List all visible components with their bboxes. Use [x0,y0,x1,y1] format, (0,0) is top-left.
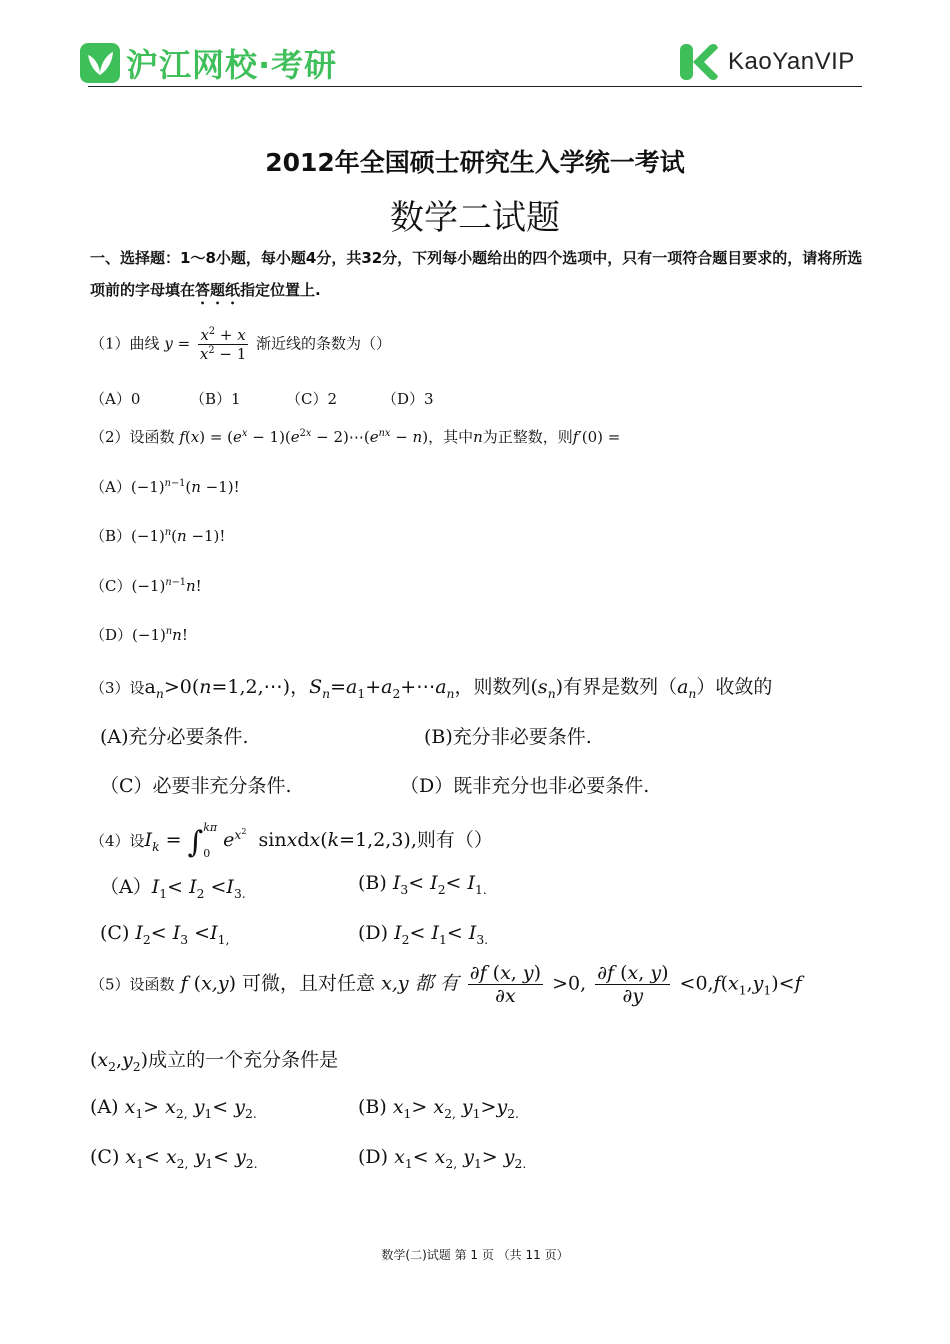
q1-option-a: （A）0 [90,390,141,408]
q2-option-a: $(A)(-1)^{n-1}(n -1)$! [90,478,240,496]
k-mark-icon [678,42,720,82]
question-2: （2）设函数 $f(x) = (e^x - 1)(e^{2x}$ − $2)\cdots(e^{nx} - n)$，其中n为正整数，则f′(0) = [90,428,621,446]
question-3: （3）设$a_n>0(n=1,2,\cdots)$，$S_n=a_1+a_2+\cdots a_n$，则数列$(s_n)$有界是数列$(a_n)$收敛的 [90,676,773,701]
q3-option-b: (B)充分非必要条件. [424,726,592,748]
q2-option-b: $(B)(-1)^n(n -1)$! [90,527,226,545]
q2-option-c: $(C)(-1)^{n-1}n$! [90,577,202,595]
q3-option-c: （C）必要非充分条件. [100,775,292,797]
question-1: （1）曲线 y = $\frac{x^2 + x}{x^2 - 1}$ 渐近线的条数为（） [90,326,392,363]
q2-option-d: $(D)(-1)^nn$! [90,626,188,644]
q1-options [90,388,434,409]
exam-title: 2012年全国硕士研究生入学统一考试 [265,148,685,177]
q1-option-b: （B）1 [190,390,241,408]
kaoyanvip-logo [678,42,855,82]
q4-option-a: $(A)I_1< I_2 <I_{3.}$ [100,876,246,901]
q4-option-d: (D) $I_2< I_1< I_{3.}$ [358,922,489,947]
q4-option-b: (B) $I_3< I_2< I_{1.}$ [358,872,487,897]
exam-subtitle: 数学二试题 [390,198,560,238]
hujiang-logo [80,40,337,86]
logo-text: 沪江网校·考研 [126,46,338,84]
q1-fraction: $\frac{x^2 + x}{x^2 - 1}$ [199,326,247,363]
q1-option-d: （D）3 [382,390,434,408]
question-5: （5）设函数 f (x,y) 可微，且对任意 x,y 都 有 $\frac{\partial f (x, y)}{\partial x}$ >0, $\frac{\partial f (x, y)}{\partial y}$ $<0,f(x_1,y_1)<f$ [90,962,802,1007]
question-4: （4）设$I_k$ = ∫ kπ 0 $e^{x^2}$ sinxdx(k=1,2,3),则有（） [90,821,493,860]
q3-option-d: （D）既非充分也非必要条件. [400,775,650,797]
q1-option-c: （C）2 [286,390,338,408]
q5-option-d: (D) $x_1< x_{2,}$ $y_1> y_{2.}$ [358,1146,527,1171]
emphasis-answer-sheet: 答题纸 [195,281,241,299]
q5-option-a: (A) $x_1> x_{2,}$ $y_1< y_{2.}$ [90,1096,257,1121]
leaf-icon [80,43,120,83]
q3-option-a: (A)充分必要条件. [100,726,249,748]
q5-option-b: (B) $x_1> x_{2,}$ $y_1>y_{2.}$ [358,1096,519,1121]
brand-name: KaoYanVIP [728,48,855,75]
header-rule [88,86,862,87]
question-5-continued: $(x_2,y_2)$成立的一个充分条件是 [90,1049,339,1074]
q5-option-c: (C) $x_1< x_{2,}$ $y_1< y_{2.}$ [90,1146,258,1171]
section-instructions: 一、选择题：1～8小题，每小题4分，共32分，下列每小题给出的四个选项中，只有一项符合题目要求的，请将所选项前的字母填在答题纸指定位置上. [90,249,863,299]
page-footer: 数学(二)试题 第 1 页 （共 11 页） [381,1248,569,1262]
q4-option-c: (C) $I_2< I_3 <I_{1,}$ [100,922,230,947]
